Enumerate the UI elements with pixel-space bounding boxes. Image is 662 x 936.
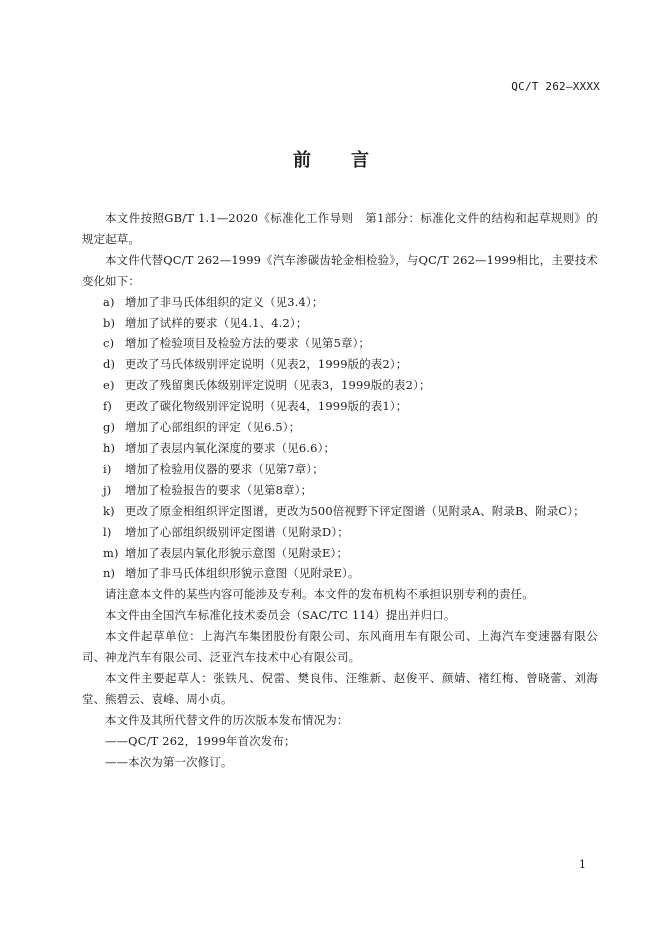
- list-marker: n): [103, 566, 116, 581]
- list-marker: d): [103, 357, 116, 372]
- list-item-text: 增加了非马氏体组织形貌示意图（见附录E）。: [125, 566, 360, 581]
- paragraph-history-intro: 本文件及其所代替文件的历次版本发布情况为：: [105, 712, 349, 727]
- history-item: ——QC/T 262，1999年首次发布；: [105, 733, 296, 748]
- list-item: [82, 375, 598, 396]
- list-item-text: 更改了碳化物级别评定说明（见表4，1999版的表1）；: [125, 399, 408, 414]
- list-item-text: 更改了残留奥氏体级别评定说明（见表3，1999版的表2）；: [125, 378, 431, 393]
- list-item: [82, 313, 598, 334]
- list-marker: k): [103, 503, 115, 518]
- changes-list: [82, 292, 598, 585]
- list-item: [82, 480, 598, 501]
- list-item: [82, 354, 598, 375]
- list-marker: a): [103, 294, 115, 309]
- list-item-text: 增加了试样的要求（见4.1、4.2）；: [125, 315, 308, 330]
- list-item: [82, 459, 598, 480]
- list-marker: c): [103, 336, 115, 351]
- paragraph-drafters: 本文件主要起草人：张铁凡、倪雷、樊良伟、汪维新、赵俊平、颜婧、褚红梅、曾晓蕾、刘海堂、熊碧云、袁峰、周小贞。: [82, 670, 598, 706]
- paragraph-drafting-units: 本文件起草单位：上海汽车集团股份有限公司、东风商用车有限公司、上海汽车变速器有限公司、神龙汽车有限公司、泛亚汽车技术中心有限公司。: [82, 629, 598, 665]
- list-item: [82, 522, 598, 543]
- list-item-text: 增加了非马氏体组织的定义（见3.4）；: [125, 294, 324, 309]
- list-item: [82, 543, 598, 564]
- list-item: [82, 396, 598, 417]
- list-marker: b): [103, 315, 116, 330]
- list-marker: h): [103, 440, 116, 455]
- paragraph-proposer: 本文件由全国汽车标准化技术委员会（SAC/TC 114）提出并归口。: [105, 608, 456, 623]
- list-item-text: 增加了心部组织级别评定图谱（见附录D）；: [125, 524, 349, 539]
- list-item: [82, 563, 598, 584]
- document-body: [82, 208, 598, 772]
- list-item-text: 增加了检验项目及检验方法的要求（见第5章）；: [125, 336, 371, 351]
- paragraph-drafting-rules: 本文件按照GB/T 1.1—2020《标准化工作导则 第1部分：标准化文件的结构和起草规则》的规定起草。: [82, 211, 598, 246]
- list-item: [82, 501, 598, 522]
- list-marker: f): [103, 399, 113, 414]
- list-item: [82, 417, 598, 438]
- list-marker: g): [103, 420, 116, 435]
- list-marker: e): [103, 378, 115, 393]
- list-item-text: 增加了检验报告的要求（见第8章）；: [125, 482, 313, 497]
- list-item-text: 增加了表层内氧化深度的要求（见6.6）；: [125, 440, 336, 455]
- paragraph-patent-notice: 请注意本文件的某些内容可能涉及专利。本文件的发布机构不承担识别专利的责任。: [105, 587, 534, 602]
- list-marker: l): [103, 524, 112, 539]
- document-code: QC/T 262—XXXX: [511, 80, 600, 93]
- list-item-text: 增加了心部组织的评定（见6.5）；: [125, 420, 301, 435]
- page-title: 前言: [293, 150, 409, 171]
- list-item: [82, 292, 598, 313]
- list-item: [82, 438, 598, 459]
- list-marker: m): [103, 545, 119, 560]
- list-item-text: 更改了马氏体级别评定说明（见表2，1999版的表2）；: [125, 357, 408, 372]
- history-item: ——本次为第一次修订。: [105, 754, 233, 769]
- list-item-text: 增加了检验用仪器的要求（见第7章）；: [125, 461, 324, 476]
- list-marker: j): [103, 482, 112, 497]
- list-item: [82, 333, 598, 354]
- list-marker: i): [103, 461, 112, 476]
- paragraph-replacement: 本文件代替QC/T 262—1999《汽车渗碳齿轮金相检验》，与QC/T 262—1999相比，主要技术变化如下：: [82, 252, 598, 288]
- list-item-text: 更改了原金相组织评定图谱，更改为500倍视野下评定图谱（见附录A、附录B、附录C）；: [125, 503, 585, 518]
- list-item-text: 增加了表层内氧化形貌示意图（见附录E）；: [125, 545, 349, 560]
- page-number: 1: [579, 858, 586, 871]
